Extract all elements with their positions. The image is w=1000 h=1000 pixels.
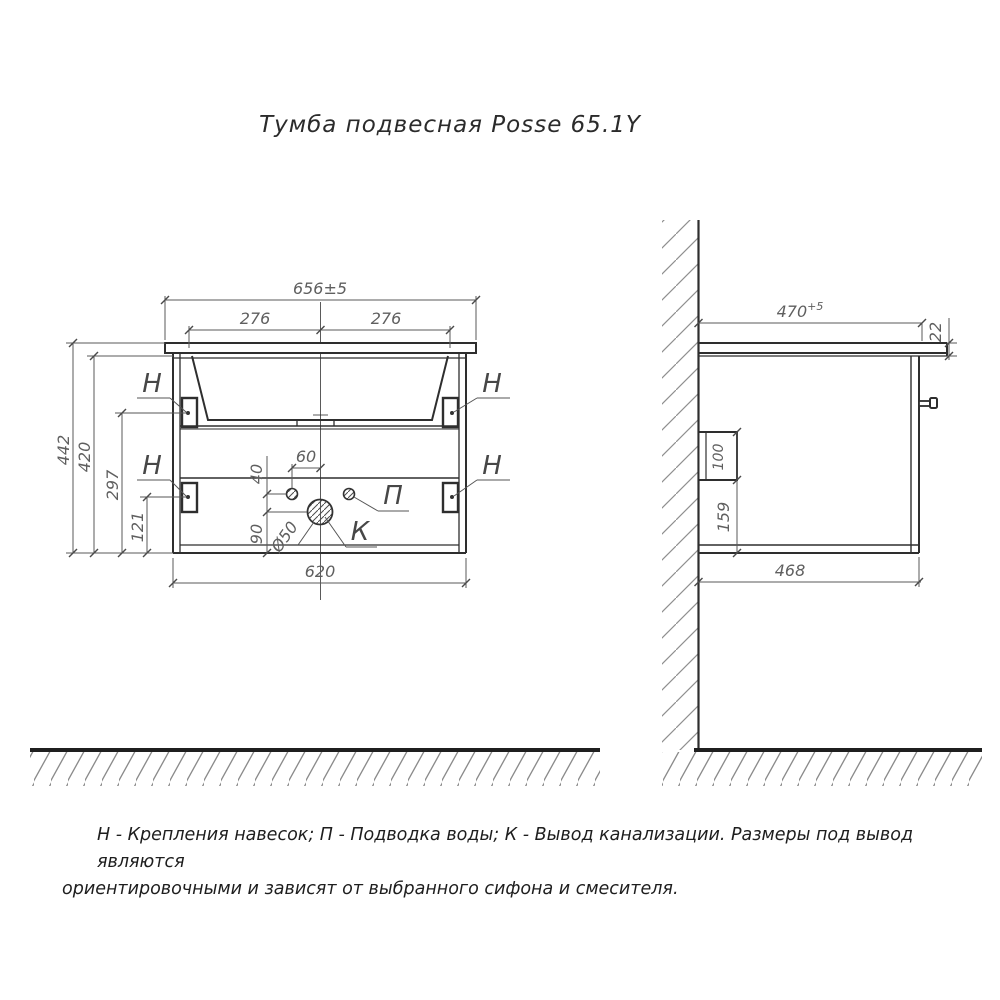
side-floor bbox=[662, 750, 982, 786]
side-wall bbox=[662, 220, 699, 750]
utility-labels bbox=[325, 481, 409, 547]
hanger-labels bbox=[137, 369, 510, 496]
dim-cabinet-depth bbox=[695, 557, 924, 587]
front-view bbox=[30, 279, 600, 786]
svg-text:468: 468 bbox=[774, 561, 806, 580]
side-countertop bbox=[699, 343, 948, 356]
door-handle bbox=[919, 398, 937, 408]
legend-note bbox=[62, 822, 942, 903]
legend-line-1: Н - Крепления навесок; П - Подводка воды; К - Вывод канализации. Размеры под вывод являются bbox=[97, 825, 914, 873]
dim-depth-top bbox=[695, 300, 927, 341]
label-drain: К bbox=[350, 517, 370, 547]
svg-text:656±5: 656±5 bbox=[292, 279, 348, 298]
svg-text:276: 276 bbox=[370, 309, 402, 328]
svg-text:620: 620 bbox=[304, 562, 336, 581]
svg-text:60: 60 bbox=[295, 447, 317, 466]
front-basin bbox=[180, 356, 459, 478]
label-h-bottom-left: Н bbox=[142, 451, 162, 481]
dim-cabinet-width bbox=[169, 558, 470, 588]
svg-text:22: 22 bbox=[926, 321, 945, 343]
legend-line-2: ориентировочными и зависят от выбранного сифона и смесителя. bbox=[62, 879, 679, 900]
hole-drain bbox=[308, 500, 333, 525]
svg-text:297: 297 bbox=[103, 469, 122, 501]
svg-text:121: 121 bbox=[128, 511, 147, 543]
label-h-top-right: Н bbox=[482, 369, 502, 399]
svg-text:Ø50: Ø50 bbox=[267, 517, 302, 556]
dim-left-heights bbox=[54, 339, 186, 557]
svg-text:100: 100 bbox=[711, 443, 727, 471]
svg-text:40: 40 bbox=[247, 463, 266, 485]
svg-text:442: 442 bbox=[54, 434, 73, 466]
label-h-bottom-right: Н bbox=[482, 451, 502, 481]
side-view bbox=[662, 220, 982, 786]
label-water-supply: П bbox=[383, 481, 403, 511]
hole-water-supply bbox=[344, 489, 355, 500]
svg-text:470+5: $470^{+5}$ bbox=[776, 300, 824, 321]
label-h-top-left: Н bbox=[142, 369, 162, 399]
svg-text:276: 276 bbox=[239, 309, 271, 328]
front-floor bbox=[30, 750, 600, 786]
svg-text:420: 420 bbox=[75, 441, 94, 473]
drawing-title: Тумба подвесная Posse 65.1Y bbox=[259, 112, 641, 138]
hole-left bbox=[287, 489, 298, 500]
dim-hanger-position bbox=[711, 428, 741, 557]
svg-text:159: 159 bbox=[714, 501, 733, 533]
svg-text:90: 90 bbox=[247, 523, 266, 545]
